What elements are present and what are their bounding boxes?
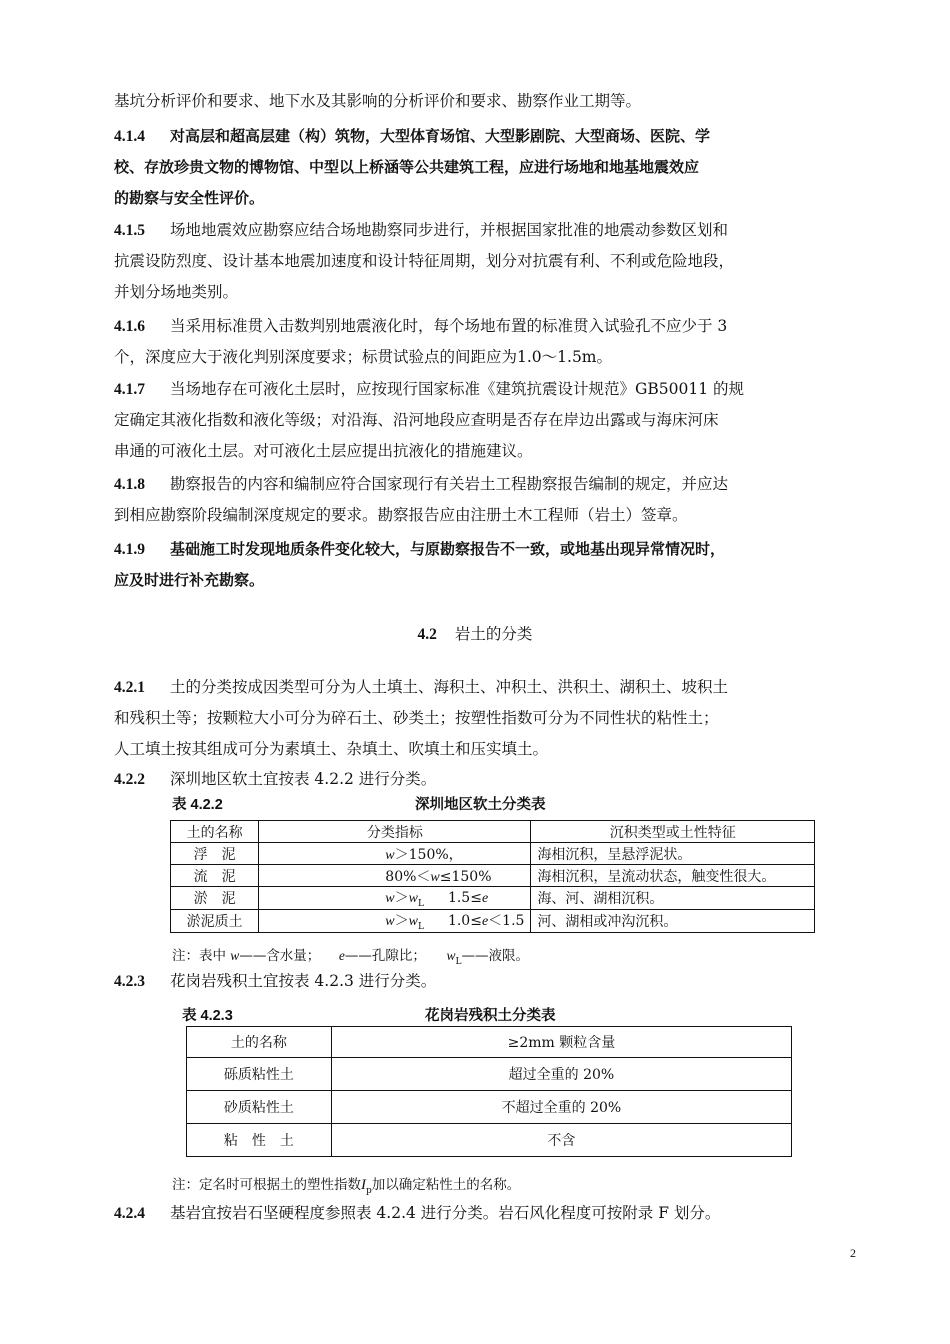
table-header-row <box>171 821 815 843</box>
clause-number: 4.1.7 <box>114 381 145 398</box>
table-cell: 海、河、湖相沉积。 <box>531 887 815 910</box>
table-cell: 淤泥质土 <box>171 910 259 933</box>
table-header-row <box>187 1027 792 1058</box>
section-heading: 4.2 岩土的分类 <box>417 625 533 643</box>
clause-4-1-9: 4.1.9 基础施工时发现地质条件变化较大，与原勘察报告不一致，或地基出现异常情况时， 应及时进行补充勘察。 <box>114 534 864 596</box>
clause-number: 4.1.9 <box>114 541 145 558</box>
table-cell: 不含 <box>331 1124 791 1157</box>
table-row <box>187 1058 792 1091</box>
table-cell: $w>w_L$ 1.0≤e＜1.5 <box>259 910 531 933</box>
table-row <box>171 843 815 865</box>
table-cell: 淤 泥 <box>171 887 259 910</box>
clause-number: 4.1.6 <box>114 318 145 335</box>
soft-soil-classification-table <box>170 820 815 933</box>
table-note: 注：定名时可根据土的塑性指数$I_p$加以确定粘性土的名称。 <box>172 1177 521 1196</box>
table-cell: 海相沉积，呈悬浮泥状。 <box>531 843 815 865</box>
table-header-cell: 沉积类型或土性特征 <box>531 821 815 843</box>
clause-number: 4.1.4 <box>114 128 145 145</box>
table-cell: 河、湖相或冲沟沉积。 <box>531 910 815 933</box>
clause-number: 4.2.3 <box>114 973 145 990</box>
table-row <box>171 887 815 910</box>
clause-number: 4.2.4 <box>114 1205 145 1222</box>
table-cell: 砂质粘性土 <box>187 1091 332 1124</box>
paragraph-continued: 基坑分析评价和要求、地下水及其影响的分析评价和要求、勘察作业工期等。 <box>114 92 642 110</box>
table-cell: 不超过全重的 20% <box>331 1091 791 1124</box>
clause-number: 4.2.2 <box>114 771 145 788</box>
table-note: 注：表中 w——含水量； e——孔隙比； $w_L——$液限。 <box>172 948 529 967</box>
clause-4-1-7: 4.1.7 当场地存在可液化土层时，应按现行国家标准《建筑抗震设计规范》GB50011 的规 定确定其液化指数和液化等级；对沿海、沿河地段应查明是否存在岸边出露或与海床河床 串通的可液化土层。对可液化土层应提出抗液化的措施建议。 <box>114 374 864 467</box>
table-caption-number: 表 4.2.2 <box>172 797 223 813</box>
clause-4-1-6: 4.1.6 当采用标准贯入击数判别地震液化时，每个场地布置的标准贯入试验孔不应少于 3 个，深度应大于液化判别深度要求；标贯试验点的间距应为1.0～1.5m。 <box>114 311 864 373</box>
page-number: 2 <box>850 1246 856 1260</box>
clause-number: 4.1.8 <box>114 476 145 493</box>
table-header-cell: 分类指标 <box>259 821 531 843</box>
table-cell: 流 泥 <box>171 865 259 887</box>
table-cell: w＞150%， <box>259 843 531 865</box>
table-caption-title: 花岗岩残积土分类表 <box>425 1008 556 1024</box>
clause-4-2-3: 4.2.3 花岗岩残积土宜按表 4.2.3 进行分类。 <box>114 966 864 997</box>
table-cell: 粘 性 土 <box>187 1124 332 1157</box>
table-header-cell: ≥2mm 颗粒含量 <box>331 1027 791 1058</box>
clause-4-2-4: 4.2.4 基岩宜按岩石坚硬程度参照表 4.2.4 进行分类。岩石风化程度可按附录 F 划分。 <box>114 1198 864 1229</box>
table-row <box>171 865 815 887</box>
table-caption-number: 表 4.2.3 <box>182 1008 233 1024</box>
clause-4-2-2: 4.2.2 深圳地区软土宜按表 4.2.2 进行分类。 <box>114 764 864 795</box>
table-caption-title: 深圳地区软土分类表 <box>415 797 546 813</box>
table-cell: $w>w_L$ 1.5≤e <box>259 887 531 910</box>
clause-4-1-5: 4.1.5 场地地震效应勘察应结合场地勘察同步进行，并根据国家批准的地震动参数区划和 抗震设防烈度、设计基本地震加速度和设计特征周期，划分对抗震有利、不利或危险地段， 并划分场地类别。 <box>114 215 864 308</box>
clause-number: 4.1.5 <box>114 222 145 239</box>
table-cell: 80%＜w≤150% <box>259 865 531 887</box>
table-header-cell: 土的名称 <box>171 821 259 843</box>
clause-4-1-8: 4.1.8 勘察报告的内容和编制应符合国家现行有关岩土工程勘察报告编制的规定，并应达 到相应勘察阶段编制深度规定的要求。勘察报告应由注册土木工程师（岩土）签章。 <box>114 469 864 531</box>
clause-4-1-4: 4.1.4 对高层和超高层建（构）筑物，大型体育场馆、大型影剧院、大型商场、医院、学 校、存放珍贵文物的博物馆、中型以上桥涵等公共建筑工程，应进行场地和地基地震效应 的勘察与安全性评价。 <box>114 121 864 214</box>
table-cell: 超过全重的 20% <box>331 1058 791 1091</box>
clause-4-2-1: 4.2.1 土的分类按成因类型可分为人土填土、海积土、冲积土、洪积土、湖积土、坡积土 和残积土等；按颗粒大小可分为碎石土、砂类土；按塑性指数可分为不同性状的粘性土； 人工填土按其组成可分为素填土、杂填土、吹填土和压实填土。 <box>114 672 864 765</box>
table-row <box>187 1091 792 1124</box>
table-cell: 海相沉积，呈流动状态，触变性很大。 <box>531 865 815 887</box>
table-row <box>171 910 815 933</box>
table-cell: 浮 泥 <box>171 843 259 865</box>
table-row <box>187 1124 792 1157</box>
granite-residual-soil-table <box>186 1026 792 1157</box>
table-header-cell: 土的名称 <box>187 1027 332 1058</box>
clause-number: 4.2.1 <box>114 679 145 696</box>
table-cell: 砾质粘性土 <box>187 1058 332 1091</box>
